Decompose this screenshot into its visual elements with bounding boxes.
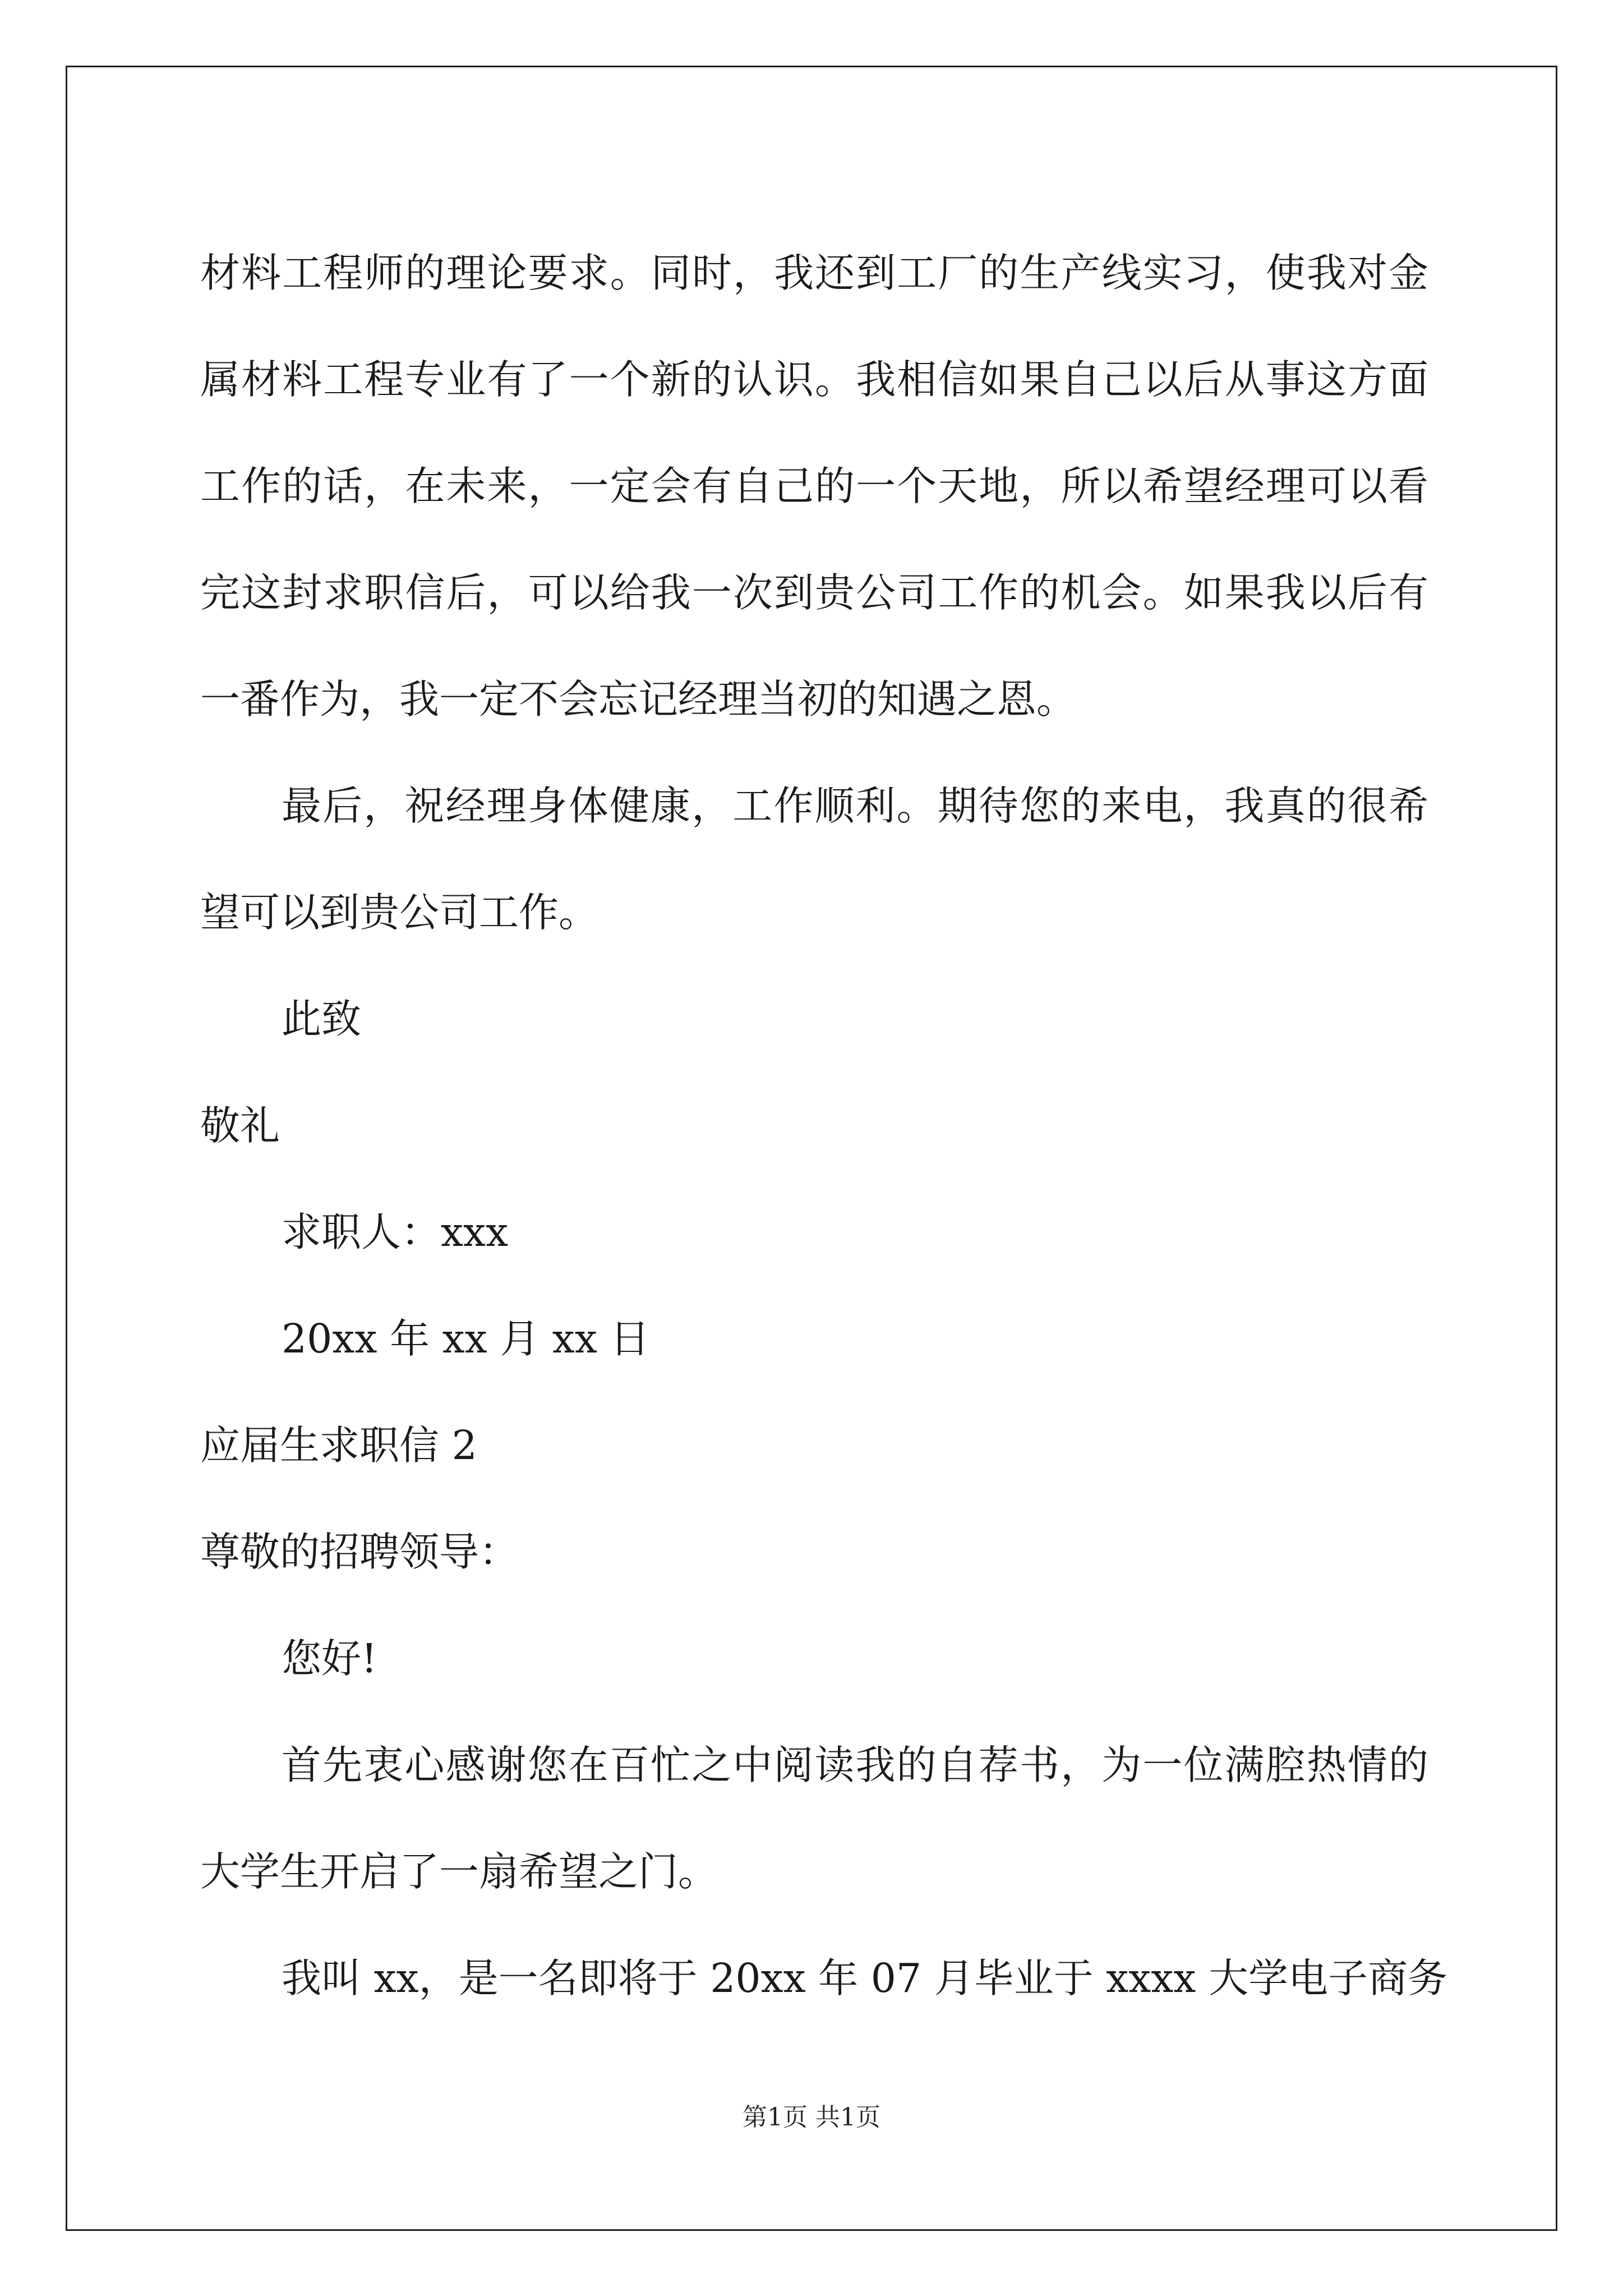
paragraph-line: 属材料工程专业有了一个新的认识。我相信如果自己以后从事这方面 [200,356,1428,403]
paragraph-line: 望可以到贵公司工作。 [200,889,599,936]
greeting-line: 尊敬的招聘领导： [200,1529,519,1575]
paragraph-line: 完这封求职信后，可以给我一次到贵公司工作的机会。如果我以后有 [200,569,1428,616]
document-body [200,220,1448,2032]
paragraph-line: 大学生开启了一扇希望之门。 [200,1848,718,1895]
paragraph-line: 首先衷心感谢您在百忙之中阅读我的自荐书，为一位满腔热情的 [282,1742,1428,1788]
page-number-footer: 第1页 共1页 [743,2103,880,2132]
signature-line: 求职人：xxx [282,1209,509,1255]
greeting-line: 您好! [282,1635,377,1682]
paragraph-line: 我叫 xx，是一名即将于 20xx 年 07 月毕业于 xxxx 大学电子商务 [282,1955,1448,2001]
paragraph-line: 一番作为，我一定不会忘记经理当初的知遇之恩。 [200,676,1077,723]
paragraph-line: 最后，祝经理身体健康，工作顺利。期待您的来电，我真的很希 [282,783,1428,829]
closing-salutation: 此致 [282,996,362,1042]
section-title: 应届生求职信 2 [200,1422,477,1469]
paragraph-line: 材料工程师的理论要求。同时，我还到工厂的生产线实习，使我对金 [200,250,1428,296]
date-line: 20xx 年 xx 月 xx 日 [282,1315,650,1362]
paragraph-line: 工作的话，在未来，一定会有自己的一个天地，所以希望经理可以看 [200,463,1428,509]
closing-regards: 敬礼 [200,1102,280,1149]
